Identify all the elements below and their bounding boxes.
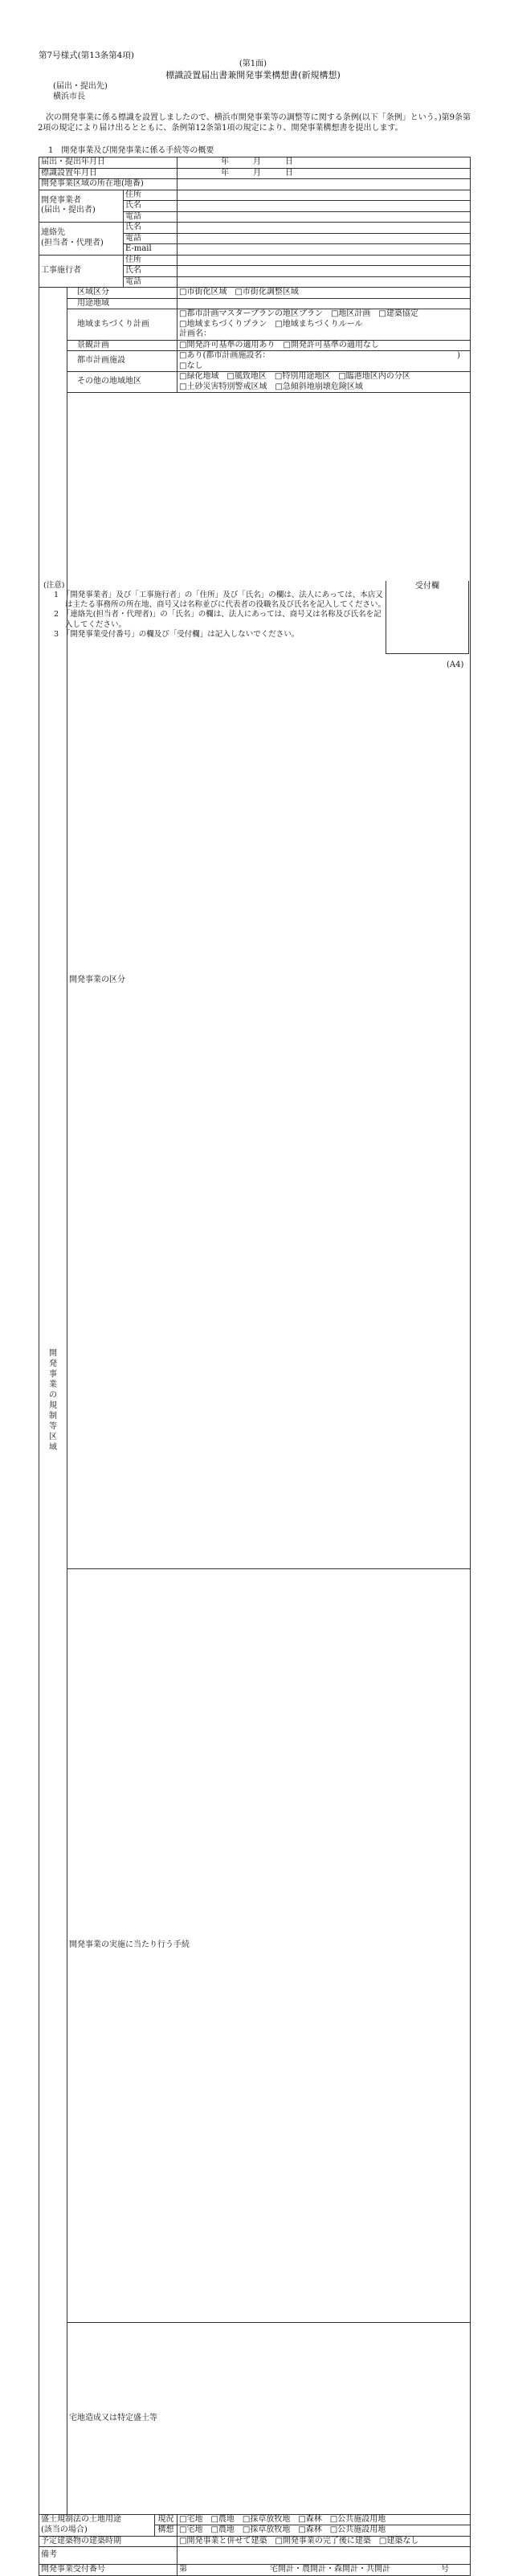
note-2: 2 「連絡先(担当者・代理者)」の「氏名」の欄は、法人にあっては、商号又は名称及び氏名を記入してください。: [54, 610, 382, 629]
biko-label: 備考: [39, 2547, 178, 2565]
todoke-date-label: 届出・提出年月日: [39, 157, 178, 169]
renraku-phone-field[interactable]: [178, 233, 471, 244]
location-field[interactable]: [178, 179, 471, 190]
jigyosha-name-field[interactable]: [178, 201, 471, 212]
toshi-line-1: [179, 351, 468, 362]
toshi-options[interactable]: [178, 351, 471, 372]
morido-plan-options[interactable]: □宅地 □農地 □採草放牧地 □森林 □公共施設用地: [178, 2525, 471, 2537]
uketsuke-no-dai: 第: [179, 2565, 187, 2574]
other-line-1: □緑化地域 □風致地区 □特別用途地区 □臨港地区内の分区: [179, 372, 410, 381]
keikan-options[interactable]: □開発許可基準の適用あり □開発許可基準の適用なし: [178, 340, 471, 351]
note-1: 1 「開発事業者」及び「工事施行者」の「住所」及び「氏名」の欄は、法人にあっては、本店又は主たる事務所の所在地、商号又は名称並びに代表者の役職名及び氏名を記入してください。: [54, 591, 386, 610]
jigyosha-address-field[interactable]: [178, 190, 471, 201]
toshi-label: 都市計画施設: [67, 351, 178, 372]
uketsuke-no-go: 号: [441, 2565, 449, 2574]
other-options[interactable]: [178, 372, 471, 393]
notes: [39, 581, 386, 640]
addressee: 横浜市長: [53, 92, 85, 101]
other-line-2: □土砂災害特別警戒区域 □急傾斜地崩壊危険区域: [179, 382, 363, 391]
renraku-label: 連絡先 (担当者・代理者): [39, 223, 124, 256]
koji-name-label: 氏名: [124, 266, 178, 277]
biko-field[interactable]: [178, 2547, 471, 2565]
kuiki-label: 区域区分: [67, 288, 178, 299]
yoto-label: 用途地域: [67, 298, 178, 309]
uketsuke-box[interactable]: [386, 581, 469, 654]
renraku-phone-label: 電話: [124, 233, 178, 244]
kisei-group-text: 開 発 事 業 の 規 制 等 区 域: [49, 1349, 57, 1453]
uketsuke-no-kinds: 宅開計・農開計・森開計・共開計: [270, 2565, 390, 2574]
takuzo-label: 宅地造成又は特定盛土等: [67, 2323, 471, 2515]
form-table: [39, 157, 471, 2576]
yotei-label: 予定建築物の建築時期: [39, 2536, 178, 2547]
machi-label: 地域まちづくり計画: [67, 309, 178, 341]
jigyosha-label: 開発事業者 (届出・提出者): [39, 190, 124, 223]
renraku-name-label: 氏名: [124, 223, 178, 234]
intro-text: 次の開発事業に係る標識を設置しましたので、横浜市開発事業等の調整等に関する条例(以下「条例」という。)第9条第2項の規定により届け出るとともに、条例第12条第1項の規定により、開発事業構想書を提出します。: [38, 113, 471, 133]
renraku-email-label: E-mail: [124, 244, 178, 256]
tetsuzuki-label: 開発事業の実施に当たり行う手続: [67, 1568, 471, 2323]
uketsuke-no-field[interactable]: [178, 2565, 471, 2576]
morido-plan-label: 構想: [155, 2525, 178, 2537]
yotei-options[interactable]: □開発事業と併せて建築 □開発事業の完了後に建築 □建築なし: [178, 2536, 471, 2547]
machi-options[interactable]: [178, 309, 471, 341]
morido-now-options[interactable]: □宅地 □農地 □採草放牧地 □森林 □公共施設用地: [178, 2514, 471, 2525]
yoto-field[interactable]: [178, 298, 471, 309]
jigyosha-address-label: 住所: [124, 190, 178, 201]
addressee-label: (届出・提出先): [53, 82, 108, 91]
form-number: 第7号様式(第13条第4項): [39, 51, 134, 60]
toshi-close: ): [457, 351, 460, 360]
morido-now-label: 現況: [155, 2514, 178, 2525]
renraku-name-field[interactable]: [178, 223, 471, 234]
jigyosha-name-label: 氏名: [124, 201, 178, 212]
keikan-label: 景観計画: [67, 340, 178, 351]
hyoshiki-date-label: 標識設置年月日: [39, 168, 178, 179]
todoke-date-field[interactable]: 年 月 日: [178, 157, 471, 169]
uketsuke-no-label: 開発事業受付番号: [39, 2565, 178, 2576]
form-title: 標識設置届出書兼開発事業構想書(新規構想): [165, 70, 341, 80]
hyoshiki-date-field[interactable]: 年 月 日: [178, 168, 471, 179]
kuiki-options[interactable]: □市街化区域 □市街化調整区域: [178, 288, 471, 299]
uketsuke-label: 受付欄: [415, 582, 439, 591]
other-label: その他の地域地区: [67, 372, 178, 393]
page-number: (第1面): [239, 59, 267, 68]
morido-label: 盛土規制法の土地用途 (該当の場合): [39, 2514, 155, 2536]
renraku-email-field[interactable]: [178, 244, 471, 256]
machi-line-1: □都市計画マスタープランの地区プラン □地区計画 □建築協定: [179, 309, 418, 318]
section-title: 1 開発事業及び開発事業に係る手続等の概要: [48, 146, 214, 155]
machi-line-3: 計画名：: [179, 329, 211, 338]
machi-line-2: □地域まちづくりプラン □地域まちづくりルール: [179, 319, 363, 329]
koji-phone-field[interactable]: [178, 276, 471, 288]
paper-size: (A4): [447, 660, 464, 669]
koji-name-field[interactable]: [178, 266, 471, 277]
location-label: 開発事業区域の所在地(地番): [39, 179, 178, 190]
jigyosha-phone-field[interactable]: [178, 211, 471, 223]
note-3: 3 「開発事業受付番号」の欄及び「受付欄」は記入しないでください。: [54, 629, 300, 639]
koji-label: 工事施行者: [39, 255, 124, 288]
toshi-ari: □あり(都市計画施設名：: [179, 351, 271, 360]
koji-address-label: 住所: [124, 255, 178, 266]
jigyosha-phone-label: 電話: [124, 211, 178, 223]
notes-head: (注意): [43, 581, 65, 590]
koji-phone-label: 電話: [124, 276, 178, 288]
kubun-label: 開発事業の区分: [67, 393, 471, 1569]
koji-address-field[interactable]: [178, 255, 471, 266]
toshi-nashi: □なし: [179, 361, 203, 370]
